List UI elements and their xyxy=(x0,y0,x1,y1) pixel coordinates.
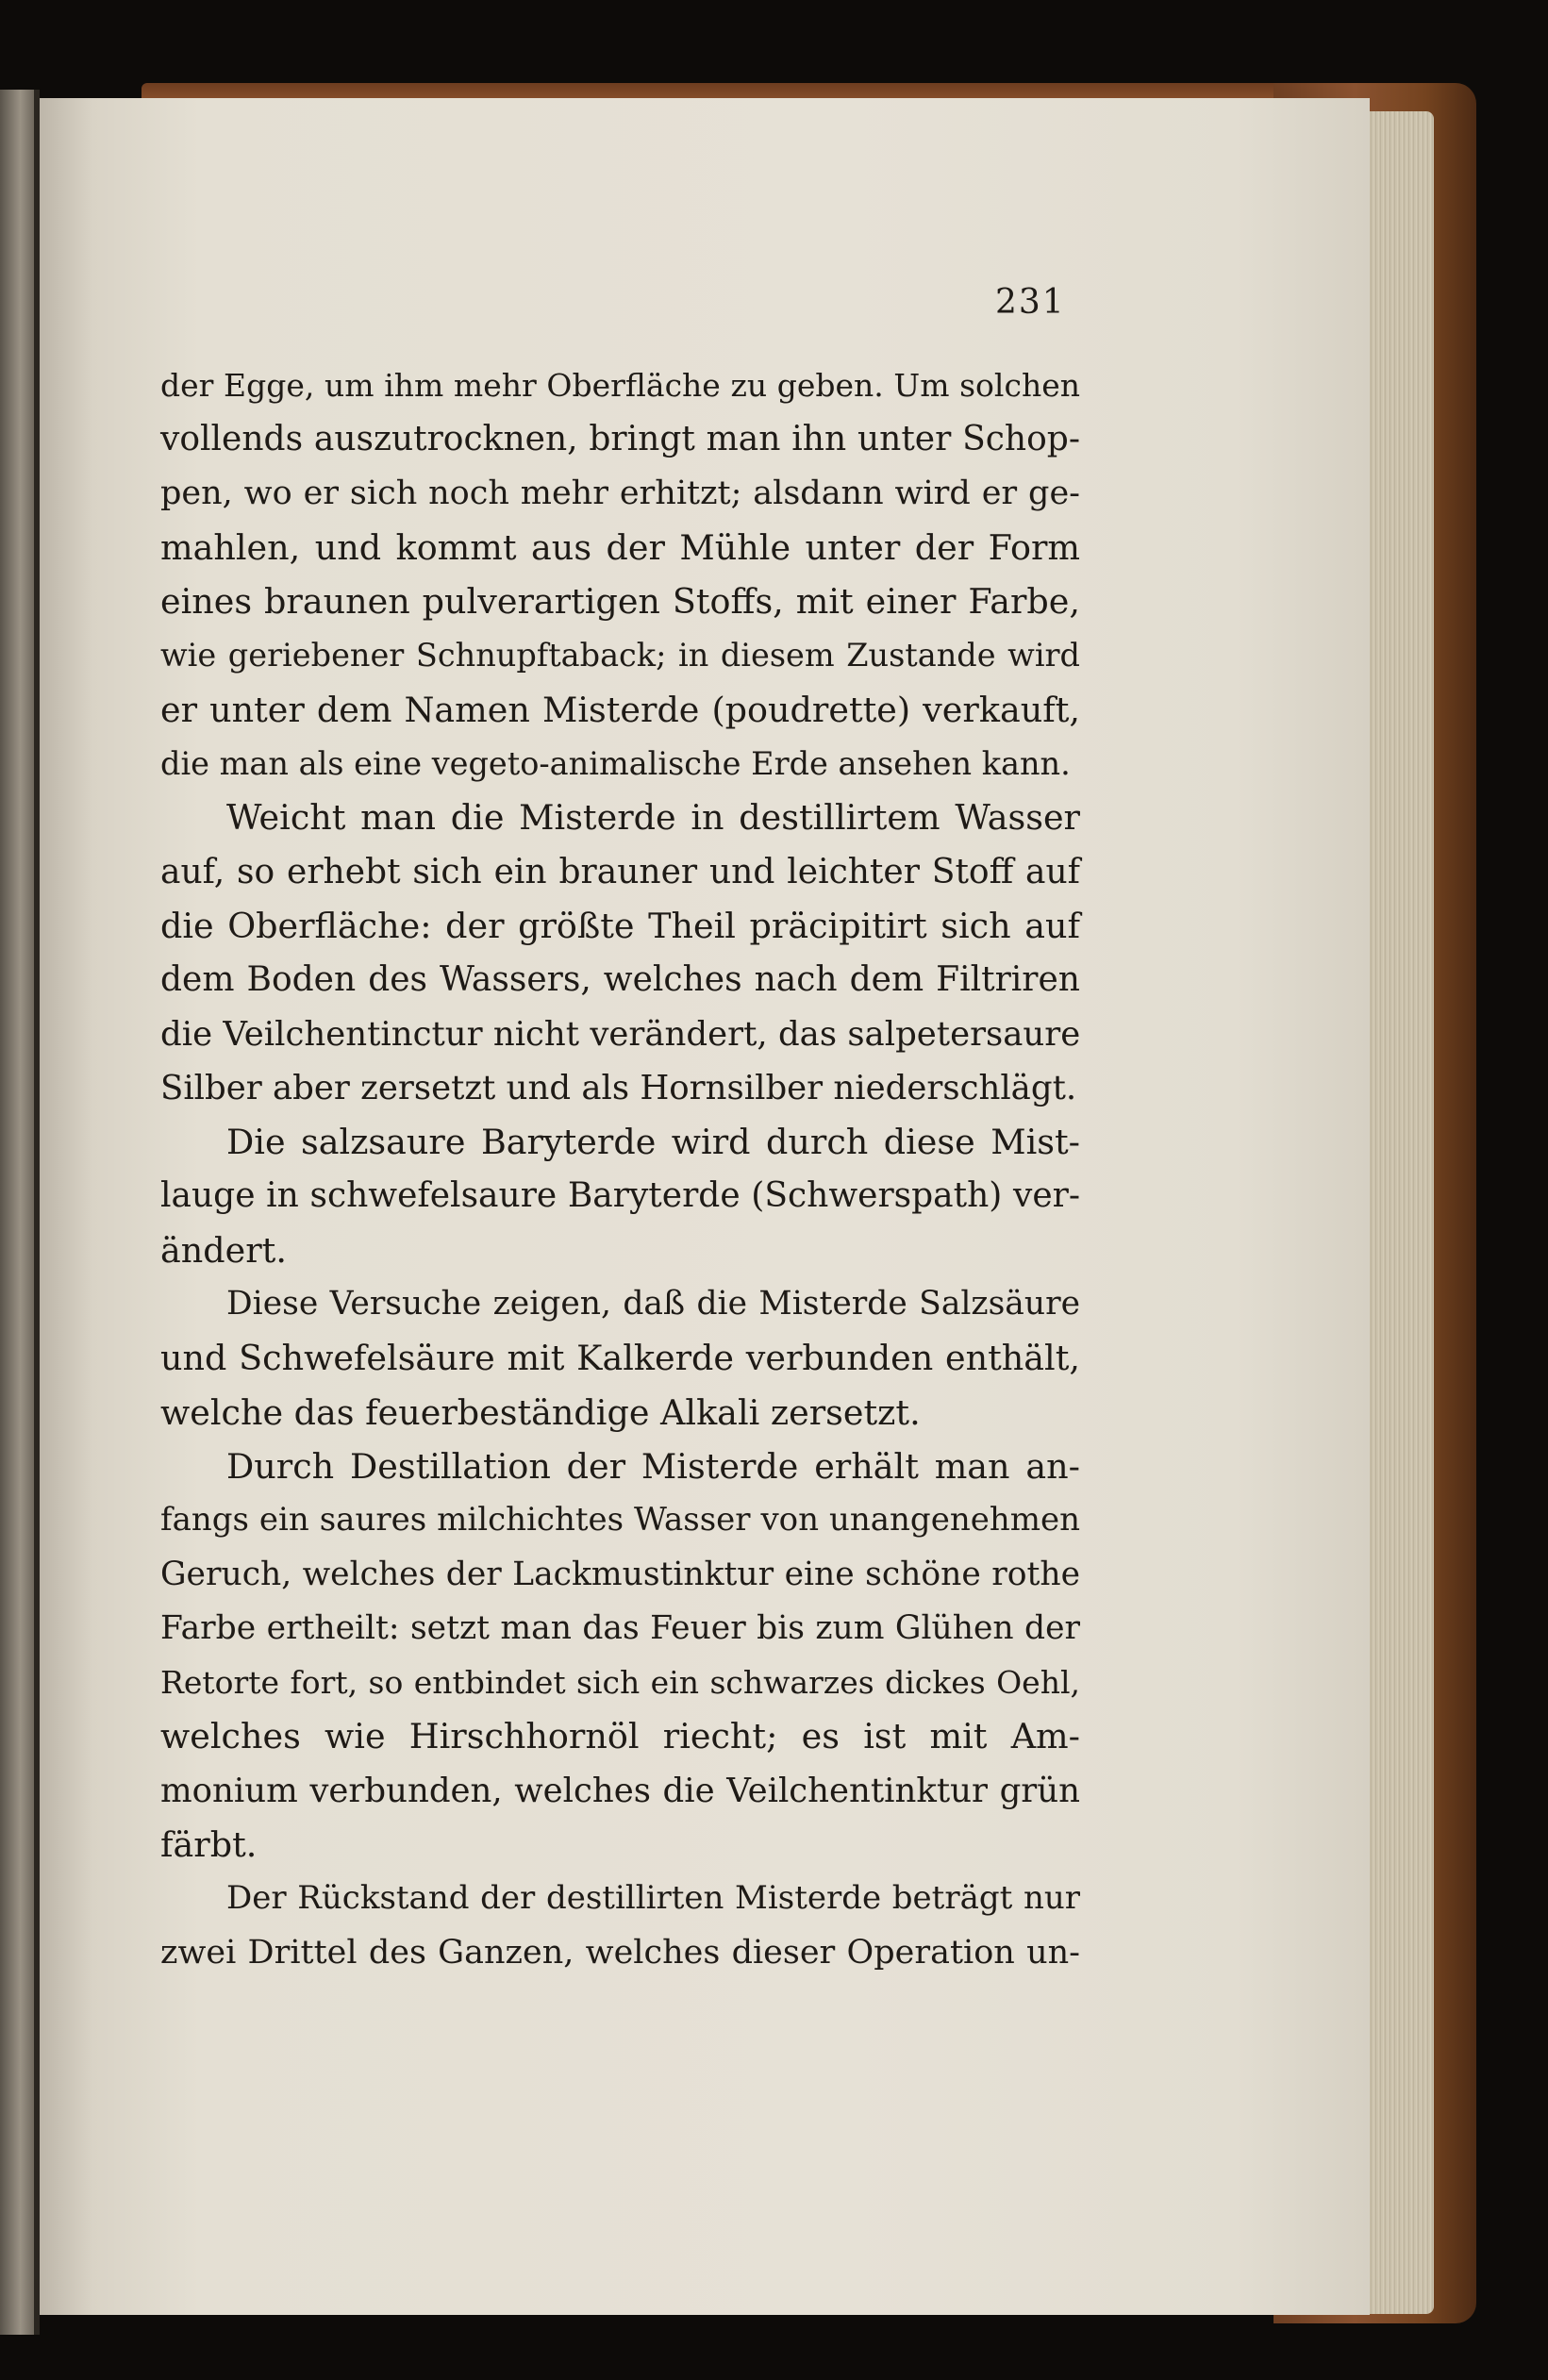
text-line: mahlen, und kommt aus der Mühle unter der Form xyxy=(160,526,1080,568)
text-line: Silber aber zersetzt und als Hornsilber niederschlägt. xyxy=(160,1068,1077,1107)
page-fore-edge xyxy=(1363,111,1434,2314)
text-line: färbt. xyxy=(160,1824,258,1866)
text-line: welches wie Hirschhornöl riecht; es ist mit Am- xyxy=(160,1716,1080,1757)
text-line: fangs ein saures milchichtes Wasser von unangenehmen xyxy=(160,1501,1080,1540)
text-line: monium verbunden, welches die Veilchentinktur grün xyxy=(160,1771,1080,1810)
text-line: Durch Destillation der Misterde erhält man an- xyxy=(226,1445,1080,1487)
text-line: er unter dem Namen Misterde (poudrette) verkauft, xyxy=(160,689,1080,730)
text-line: die Veilchentinctur nicht verändert, das salpetersaure xyxy=(160,1014,1081,1054)
text-line: ändert. xyxy=(160,1229,287,1271)
text-line: Diese Versuche zeigen, daß die Misterde Salzsäure xyxy=(226,1285,1080,1323)
previous-page-edge xyxy=(0,90,34,2335)
text-line: und Schwefelsäure mit Kalkerde verbunden enthält, xyxy=(160,1338,1080,1379)
page-text xyxy=(160,358,1080,1980)
text-line: Weicht man die Misterde in destillirtem Wasser xyxy=(226,797,1080,839)
text-line: Der Rückstand der destillirten Misterde beträgt nur xyxy=(226,1879,1080,1918)
text-line: der Egge, um ihm mehr Oberfläche zu geben. Um solchen xyxy=(160,367,1080,404)
text-line: eines braunen pulverartigen Stoffs, mit einer Farbe, xyxy=(160,581,1080,623)
text-line: wie geriebener Schnupftaback; in diesem Zustande wird xyxy=(160,637,1080,674)
text-line: vollends auszutrocknen, bringt man ihn unter Schop- xyxy=(160,420,1080,459)
text-line: pen, wo er sich noch mehr erhitzt; alsdann wird er ge- xyxy=(160,474,1080,512)
text-line: die Oberfläche: der größte Theil präcipitirt sich auf xyxy=(160,905,1080,946)
text-line: Geruch, welches der Lackmustinktur eine schöne rothe xyxy=(160,1555,1080,1593)
text-line: Die salzsaure Baryterde wird durch diese Mist- xyxy=(226,1122,1080,1163)
text-line: die man als eine vegeto-animalische Erde ansehen kann. xyxy=(160,745,1071,783)
text-line: Farbe ertheilt: setzt man das Feuer bis zum Glühen der xyxy=(160,1608,1080,1647)
text-line: auf, so erhebt sich ein brauner und leichter Stoff auf xyxy=(160,852,1080,891)
text-line: dem Boden des Wassers, welches nach dem Filtriren xyxy=(160,960,1080,1000)
text-line: Retorte fort, so entbindet sich ein schwarzes dickes Oehl, xyxy=(160,1664,1080,1702)
text-line: welche das feuerbeständige Alkali zersetzt. xyxy=(160,1391,921,1433)
text-line: lauge in schwefelsaure Baryterde (Schwerspath) ver- xyxy=(160,1176,1080,1216)
text-line: zwei Drittel des Ganzen, welches dieser Operation un- xyxy=(160,1933,1080,1972)
page-number: 231 xyxy=(995,283,1066,322)
